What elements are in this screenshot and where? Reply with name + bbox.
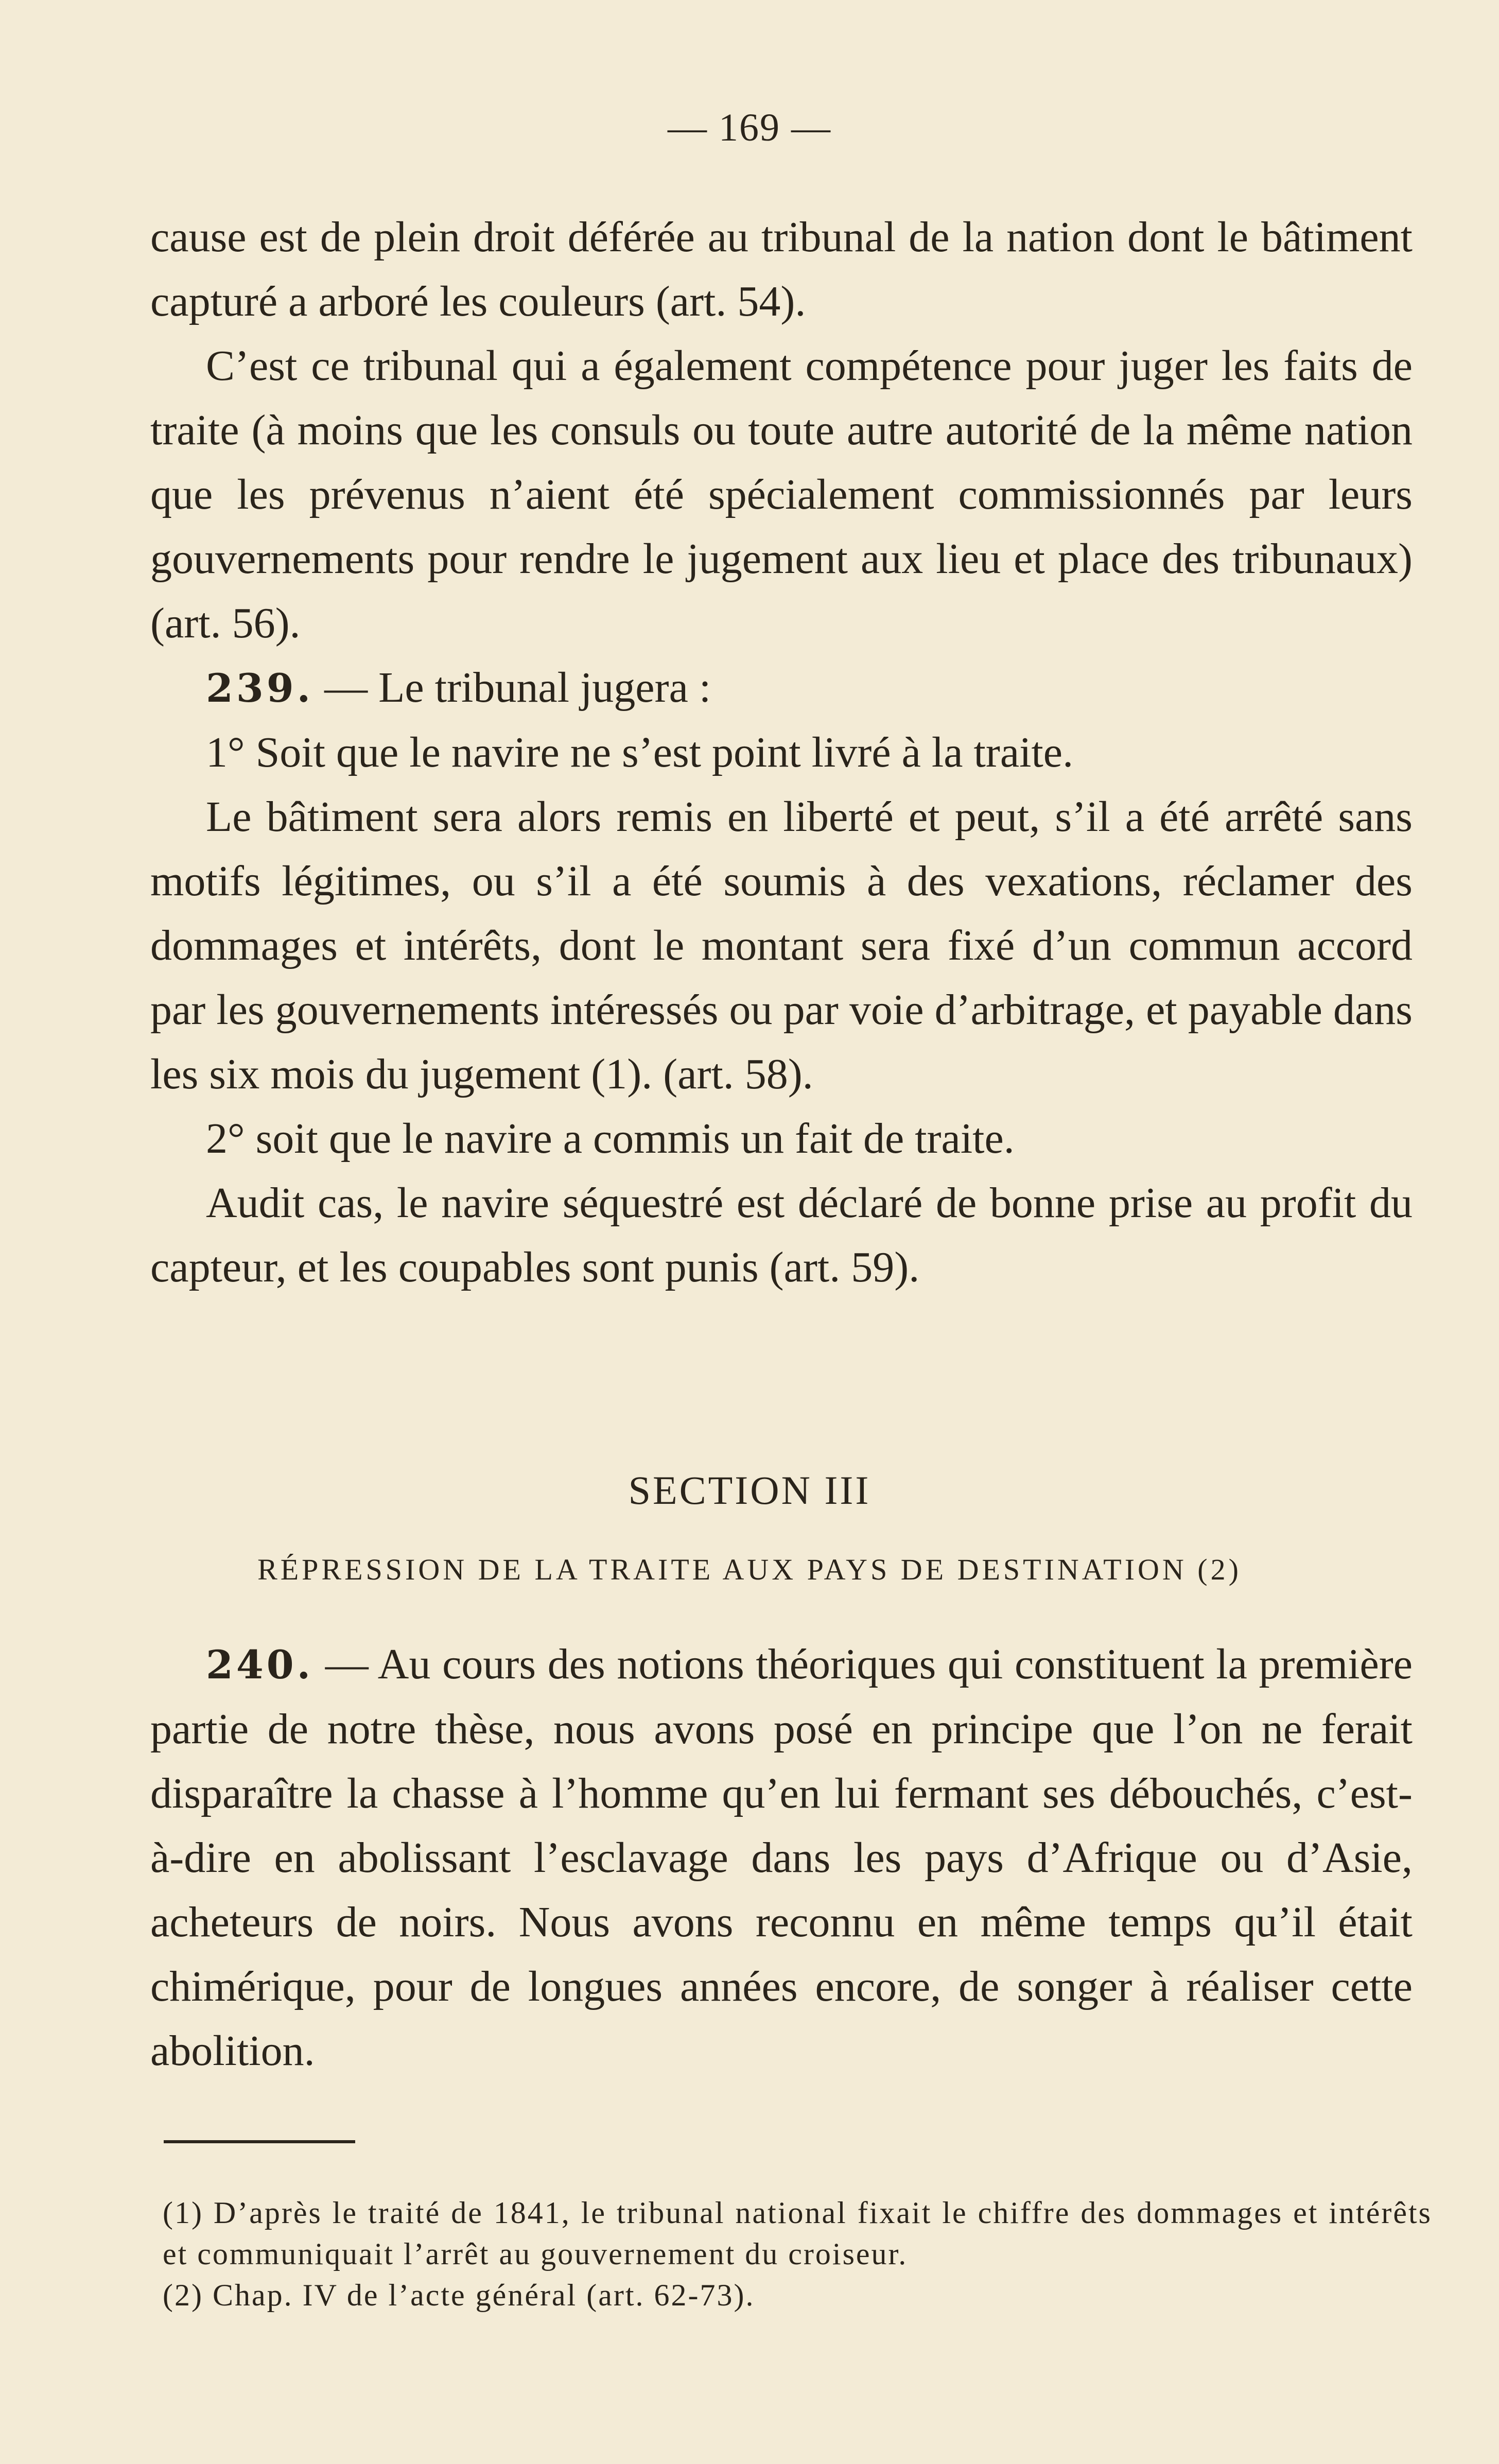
paragraph: Le bâtiment sera alors remis en liberté et peut, s’il a été arrêté sans motifs légitimes, ou s’il a été soumis à des vexations, réclamer des dommages et intérêts, dont le montant sera fixé d’un commun accord par les gouvernements intéressés ou par voie d’arbitrage, et payable dans les six mois du jugement (1). (art. 58). [150, 793, 1413, 1098]
article-239 [150, 655, 1413, 720]
footnote-divider [164, 2140, 355, 2143]
paragraph: 2° soit que le navire a commis un fait de traite. [206, 1115, 1015, 1162]
footnote: (2) Chap. IV de l’acte général (art. 62-73). [163, 2278, 755, 2312]
article-text: — Au cours des notions théoriques qui constituent la première partie de notre thèse, nous avons posé en principe que l’on ne ferait disparaître la chasse à l’homme qu’en lui fermant ses débouchés, c’est-à-dire en abolissant l’esclavage dans les pays d’Afrique ou d’Asie, acheteurs de noirs. Nous avons reconnu en même temps qu’il était chimérique, pour de longues années encore, de songer à réaliser cette abolition. [150, 1640, 1413, 2075]
article-240 [150, 1632, 1413, 2083]
main-text-upper [150, 205, 1413, 1299]
paragraph: cause est de plein droit déférée au tribunal de la nation dont le bâtiment capturé a arboré les couleurs (art. 54). [150, 213, 1413, 325]
section-subtitle: RÉPRESSION DE LA TRAITE AUX PAYS DE DESTINATION (2) [257, 1553, 1242, 1586]
main-text-lower [150, 1632, 1413, 2083]
paragraph: Audit cas, le navire séquestré est déclaré de bonne prise au profit du capteur, et les coupables sont punis (art. 59). [150, 1179, 1413, 1291]
article-number: 240. [206, 1642, 314, 1688]
article-number: 239. [206, 665, 314, 711]
footnotes [163, 2192, 1432, 2316]
article-text: — Le tribunal jugera : [313, 664, 711, 712]
paragraph: C’est ce tribunal qui a également compétence pour juger les faits de traite (à moins que les consuls ou toute autre autorité de la même nation que les prévenus n’aient été spécialement commissionnés par leurs gouvernements pour rendre le jugement aux lieu et place des tribunaux) (art. 56). [150, 342, 1413, 647]
section-title: SECTION III [628, 1468, 871, 1513]
page-number: — 169 — [668, 106, 831, 149]
paragraph: 1° Soit que le navire ne s’est point livré à la traite. [206, 728, 1074, 776]
footnote: (1) D’après le traité de 1841, le tribunal national fixait le chiffre des dommages et intérêts et communiquait l’arrêt au gouvernement du croiseur. [163, 2196, 1432, 2271]
